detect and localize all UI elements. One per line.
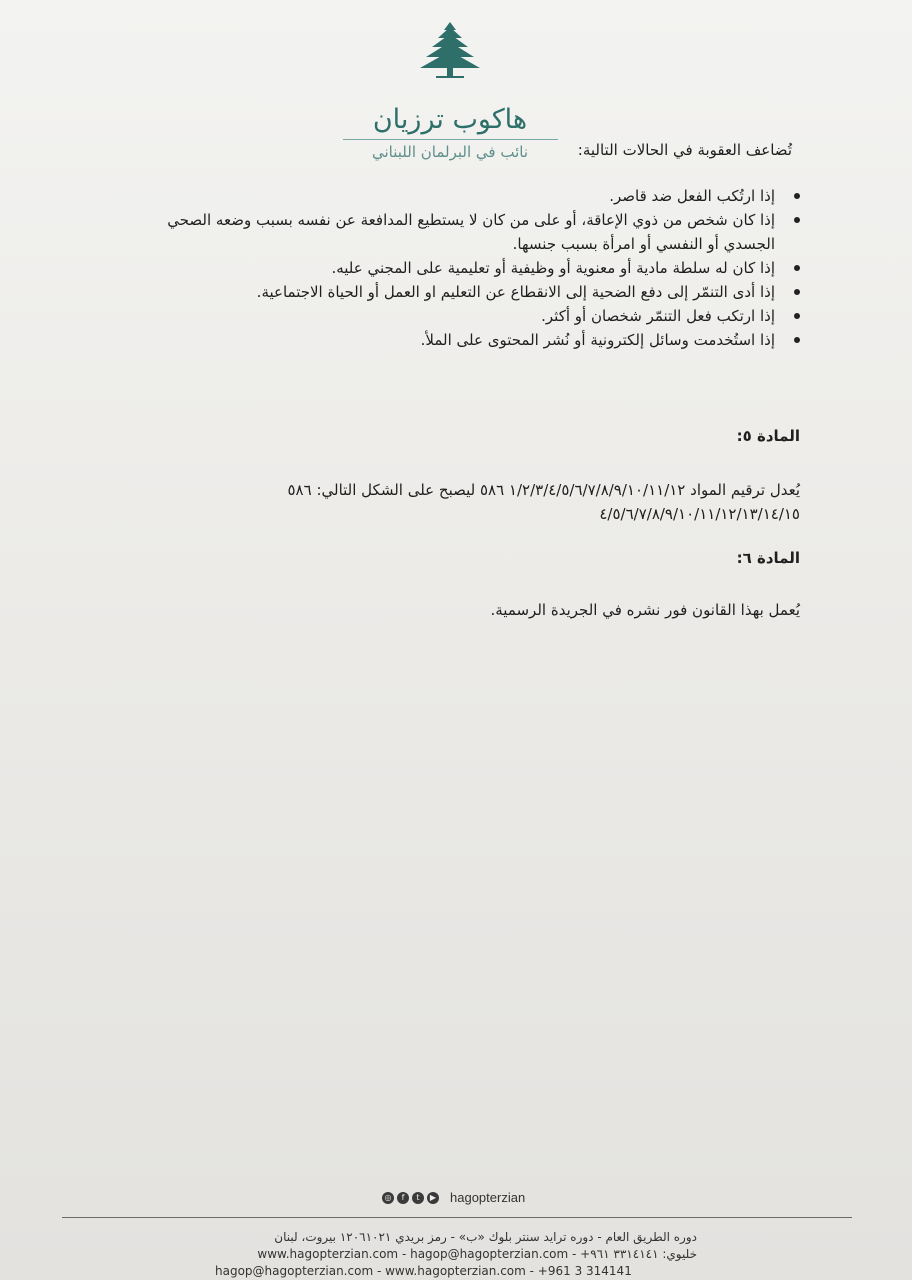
article-6-text: يُعمل بهذا القانون فور نشره في الجريدة الرسمية.: [490, 601, 800, 619]
social-handle[interactable]: hagopterzian: [450, 1190, 526, 1205]
social-links: [382, 1190, 525, 1205]
youtube-icon[interactable]: ▶: [427, 1192, 439, 1204]
list-item: [135, 256, 775, 280]
list-item: [135, 184, 775, 208]
letterhead-name: هاكوب ترزيان: [372, 104, 528, 135]
bullet-icon: [794, 265, 800, 271]
instagram-icon[interactable]: ◎: [382, 1192, 394, 1204]
facebook-icon[interactable]: f: [397, 1192, 409, 1204]
bullet-icon: [794, 313, 800, 319]
list-item: [135, 280, 775, 304]
footer-phone-line: خليوي: ٣٣١٤١٤١ ٩٦١+ - www.hagopterzian.com - hagop@hagopterzian.com: [257, 1247, 697, 1261]
twitter-icon[interactable]: t: [412, 1192, 424, 1204]
bullet-icon: [794, 193, 800, 199]
intro-text: تُضاعف العقوبة في الحالات التالية:: [577, 141, 792, 159]
article-6-heading: المادة ٦:: [736, 549, 800, 567]
bullet-icon: [794, 289, 800, 295]
bullet-list: [135, 184, 797, 352]
article-5-heading: المادة ٥:: [736, 427, 800, 445]
article-5-text: يُعدل ترقيم المواد ١/٢/٣/٤/٥/٦/٧/٨/٩/١٠/١١/١٢ ٥٨٦ ليصبح على الشكل التالي: ٥٨٦ ٤/٥/٦/٧/٨/٩/١٠/١١/١٢/١٣/١٤/١٥: [287, 481, 800, 523]
list-item: [135, 208, 775, 256]
footer-divider: [62, 1217, 852, 1218]
list-item-text: إذا أدى التنمّر إلى دفع الضحية إلى الانقطاع عن التعليم او العمل أو الحياة الاجتماعية.: [256, 283, 775, 301]
footer-contact[interactable]: hagop@hagopterzian.com - www.hagopterzian.com - +961 3 314141: [215, 1264, 632, 1278]
bullet-icon: [794, 217, 800, 223]
list-item-text: إذا استُخدمت وسائل إلكترونية أو نُشر المحتوى على الملأ.: [420, 331, 775, 349]
list-item-text: إذا ارتكب فعل التنمّر شخصان أو أكثر.: [541, 307, 775, 325]
list-item-text: إذا كان له سلطة مادية أو معنوية أو وظيفية أو تعليمية على المجني عليه.: [331, 259, 775, 277]
list-item-text: إذا كان شخص من ذوي الإعاقة، أو على من كان لا يستطيع المدافعة عن نفسه بسبب وضعه الصحي الجسدي أو النفسي أو امرأة بسبب جنسها.: [167, 211, 775, 253]
letterhead-subtitle: نائب في البرلمان اللبناني: [372, 143, 528, 161]
cedar-logo-icon: [416, 20, 484, 82]
bullet-icon: [794, 337, 800, 343]
footer-address: دوره الطريق العام - دوره ترايد سنتر بلوك «ب» - رمز بريدي ١٢٠٦١٠٢١ بيروت، لبنان: [274, 1230, 697, 1244]
list-item: [135, 328, 775, 352]
list-item: [135, 304, 775, 328]
list-item-text: إذا ارتُكب الفعل ضد قاصر.: [609, 187, 775, 205]
